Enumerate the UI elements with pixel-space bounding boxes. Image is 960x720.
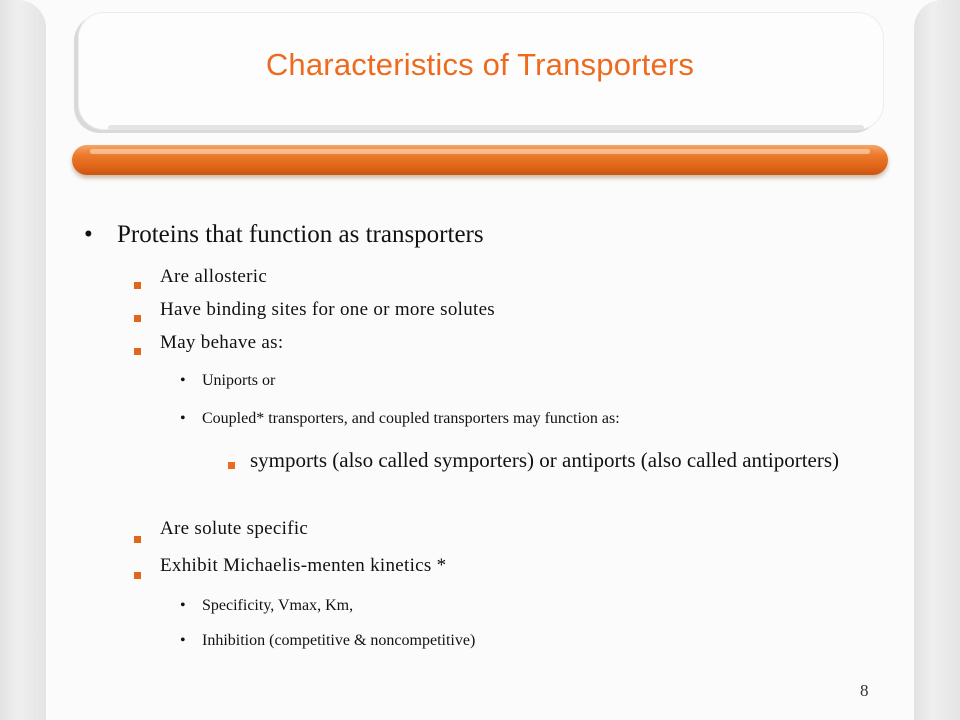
square-bullet-icon [134,342,141,360]
small-round-bullet-icon: • [180,632,186,649]
level3-text: Specificity, Vmax, Km, [202,597,354,614]
sub-bullet-text: Are allosteric [160,266,268,287]
round-bullet-icon: • [84,221,93,248]
square-bullet-icon [134,566,141,584]
sub-bullet-text: May behave as: [160,332,284,353]
square-bullet-icon [134,530,141,548]
square-bullet-icon [134,276,141,294]
square-bullet-icon [134,309,141,327]
small-round-bullet-icon: • [180,372,186,389]
level3-text: Coupled* transporters, and coupled transporters may function as: [202,410,620,427]
sub-bullet-text: Exhibit Michaelis-menten kinetics * [160,555,447,576]
sub-bullet-text: Are solute specific [160,518,309,539]
small-round-bullet-icon: • [180,597,186,614]
sub-bullet-text: Have binding sites for one or more solutes [160,299,496,320]
square-bullet-icon [228,456,235,474]
level3-text: Inhibition (competitive & noncompetitive) [202,632,476,649]
page-number: 8 [860,681,869,700]
small-round-bullet-icon: • [180,410,186,427]
level4-text: symports (also called symporters) or antiports (also called antiporters) [250,448,840,472]
level3-text: Uniports or [202,372,276,389]
main-bullet-text: Proteins that function as transporters [117,221,484,248]
slide-title: Characteristics of Transporters [265,47,695,82]
